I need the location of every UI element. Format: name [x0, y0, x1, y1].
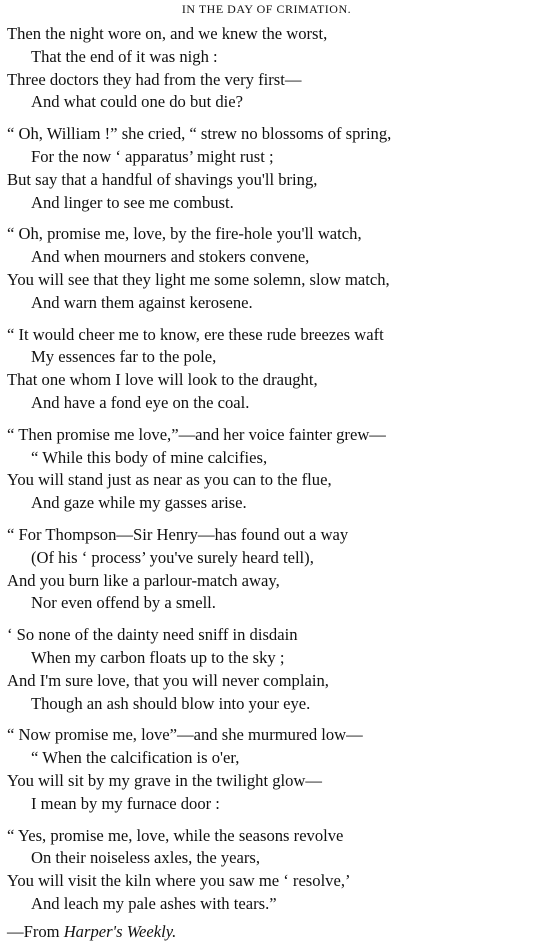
poem-line: My essences far to the pole, — [31, 347, 217, 367]
credit-source: Harper's Weekly. — [63, 921, 177, 941]
poem-line: And when mourners and stokers convene, — [31, 247, 310, 267]
poem-line: You will sit by my grave in the twilight glow— — [7, 770, 322, 790]
poem-line: But say that a handful of shavings you'll bring, — [7, 169, 318, 189]
stanza-4 — [7, 324, 531, 415]
stanza-8 — [7, 724, 531, 815]
poem-line: (Of his ‘ process’ you've surely heard tell), — [31, 547, 314, 567]
stanza-5 — [7, 424, 531, 515]
poem-line: And linger to see me combust. — [31, 192, 234, 212]
poem-line: And what could one do but die? — [31, 92, 243, 112]
poem-line: Then the night wore on, and we knew the worst, — [7, 24, 328, 43]
poem-line: And have a fond eye on the coal. — [31, 392, 250, 412]
poem-line: “ Oh, promise me, love, by the fire-hole you'll watch, — [7, 224, 362, 244]
poem-line: “ While this body of mine calcifies, — [31, 447, 268, 467]
poem-line: ‘ So none of the dainty need sniff in disdain — [7, 625, 298, 645]
poem-line: And you burn like a parlour-match away, — [7, 570, 280, 590]
poem-line: You will see that they light me some solemn, slow match, — [7, 269, 390, 289]
stanza-7 — [7, 624, 531, 715]
poem-body — [7, 23, 531, 942]
poem-line: For the now ‘ apparatus’ might rust ; — [31, 146, 274, 166]
credit-prefix: —From — [7, 921, 64, 941]
poem-line: And warn them against kerosene. — [31, 292, 253, 312]
stanza-3 — [7, 223, 531, 314]
poem-line: When my carbon floats up to the sky ; — [31, 647, 285, 667]
stanza-6 — [7, 524, 531, 615]
poem-line: “ It would cheer me to know, ere these rude breezes waft — [7, 324, 384, 344]
stanza-9 — [7, 825, 531, 916]
poem-line: And I'm sure love, that you will never complain, — [7, 670, 329, 690]
stanza-2 — [7, 123, 531, 214]
poem-line: Three doctors they had from the very first— — [7, 69, 302, 89]
poem-line: Though an ash should blow into your eye. — [31, 693, 311, 713]
poem-line: I mean by my furnace door : — [31, 793, 220, 813]
poem-line: “ When the calcification is o'er, — [31, 748, 240, 768]
source-credit — [7, 921, 531, 942]
poem-line: Nor even offend by a smell. — [31, 593, 216, 613]
poem-line: “ Yes, promise me, love, while the seasons revolve — [7, 825, 344, 845]
poem-line: “ Now promise me, love”—and she murmured low— — [7, 725, 363, 745]
poem-line: “ Oh, William !” she cried, “ strew no blossoms of spring, — [7, 124, 392, 144]
poem-line: And leach my pale ashes with tears.” — [31, 893, 277, 913]
poem-line: On their noiseless axles, the years, — [31, 848, 261, 868]
poem-line: You will stand just as near as you can to the flue, — [7, 470, 332, 490]
poem-line: “ For Thompson—Sir Henry—has found out a way — [7, 524, 349, 544]
poem-title: IN THE DAY OF CRIMATION. — [181, 2, 352, 16]
poem-line: That the end of it was nigh : — [31, 46, 218, 66]
stanza-1 — [7, 23, 531, 114]
poem-line: That one whom I love will look to the draught, — [7, 370, 318, 390]
poem-line: And gaze while my gasses arise. — [31, 493, 247, 513]
poem-line: “ Then promise me love,”—and her voice fainter grew— — [7, 424, 386, 444]
poem-line: You will visit the kiln where you saw me ‘ resolve,’ — [7, 871, 351, 891]
